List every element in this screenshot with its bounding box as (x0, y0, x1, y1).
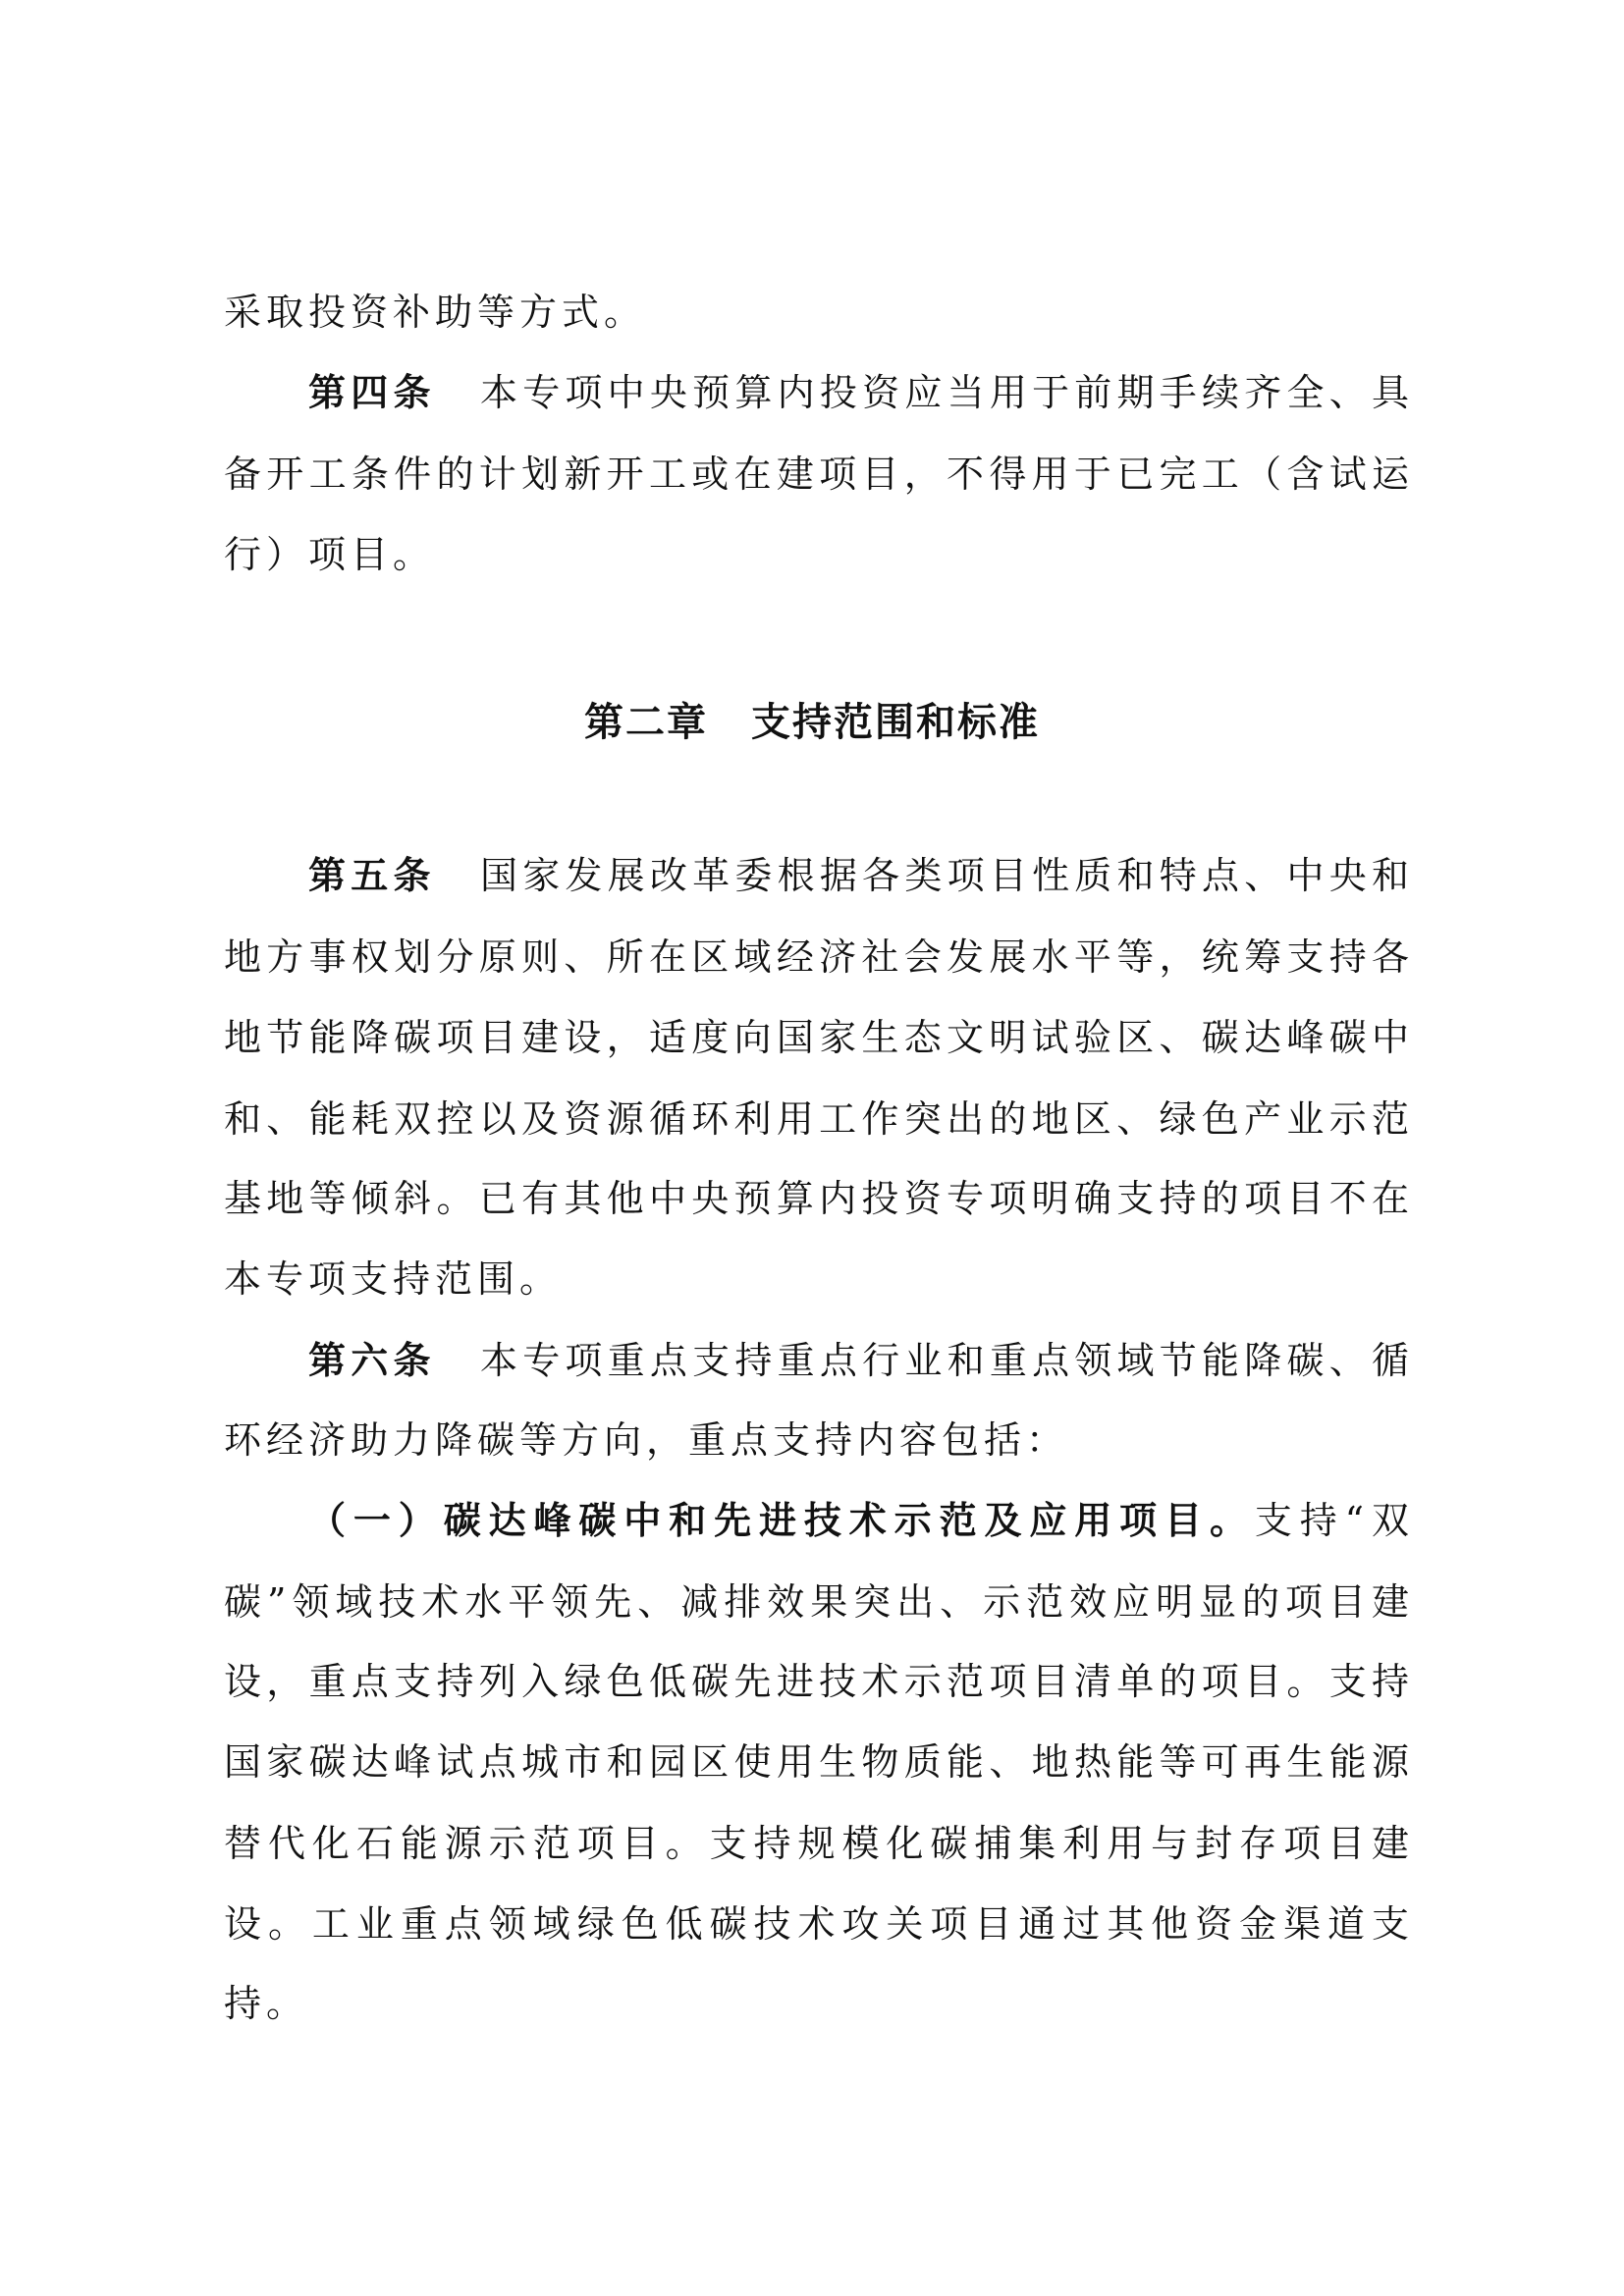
paragraph-line (224, 1013, 1409, 1062)
paragraph-line (224, 450, 1409, 499)
line-text: 替代化石能源示范项目。支持规模化碳捕集利用与封存项目建 (224, 1822, 1409, 1865)
line-text: 地节能降碳项目建设，适度向国家生态文明试验区、碳达峰碳中 (224, 1016, 1409, 1059)
article-lead: 第六条 (308, 1338, 436, 1382)
line-text: 本专项支持范围。 (224, 1257, 563, 1301)
line-text: 碳”领域技术水平领先、减排效果突出、示范效应明显的项目建 (224, 1580, 1409, 1624)
line-text: 备开工条件的计划新开工或在建项目，不得用于已完工（含试运 (224, 453, 1409, 496)
paragraph-line (224, 1255, 1409, 1304)
line-text: 国家碳达峰试点城市和园区使用生物质能、地热能等可再生能源 (224, 1740, 1409, 1784)
paragraph-line (308, 1336, 1409, 1385)
line-text: 地方事权划分原则、所在区域经济社会发展水平等，统筹支持各 (224, 935, 1409, 979)
paragraph-line (224, 933, 1409, 982)
line-text: 行）项目。 (224, 533, 436, 576)
paragraph-line (224, 1415, 1409, 1465)
article-lead: （一）碳达峰碳中和先进技术示范及应用项目。 (308, 1498, 1255, 1542)
line-text: 国家发展改革委根据各类项目性质和特点、中央和 (474, 854, 1409, 897)
article-lead: 第五条 (308, 853, 436, 897)
paragraph-line (224, 1174, 1409, 1223)
line-text: 本专项中央预算内投资应当用于前期手续齐全、具 (474, 371, 1409, 414)
paragraph-line (224, 1979, 1409, 2028)
line-text: 和、能耗双控以及资源循环利用工作突出的地区、绿色产业示范 (224, 1097, 1409, 1141)
paragraph-line (308, 368, 1409, 417)
paragraph-line (224, 1095, 1409, 1144)
line-text: 基地等倾斜。已有其他中央预算内投资专项明确支持的项目不在 (224, 1177, 1409, 1220)
chapter-number: 第二章 (584, 700, 708, 745)
paragraph-line (224, 1577, 1409, 1627)
line-text: 本专项重点支持重点行业和重点领域节能降碳、循 (474, 1339, 1409, 1382)
paragraph-line (224, 530, 1409, 579)
line-text: 采取投资补助等方式。 (224, 291, 647, 334)
paragraph-line (308, 851, 1409, 900)
paragraph-line (224, 1819, 1409, 1868)
line-text: 支持“双 (1254, 1499, 1409, 1542)
chapter-title: 支持范围和标准 (751, 700, 1040, 745)
line-text: 设，重点支持列入绿色低碳先进技术示范项目清单的项目。支持 (224, 1660, 1409, 1703)
paragraph-line (224, 1657, 1409, 1706)
paragraph-line (308, 1496, 1409, 1545)
chapter-heading (0, 691, 1624, 747)
line-text: 环经济助力降碳等方向，重点支持内容包括： (224, 1418, 1069, 1462)
paragraph-line (224, 288, 1409, 337)
article-lead: 第四条 (308, 370, 436, 414)
line-text: 持。 (224, 1982, 309, 2025)
paragraph-line (224, 1737, 1409, 1787)
line-text: 设。工业重点领域绿色低碳技术攻关项目通过其他资金渠道支 (224, 1902, 1409, 1946)
paragraph-line (224, 1899, 1409, 1949)
